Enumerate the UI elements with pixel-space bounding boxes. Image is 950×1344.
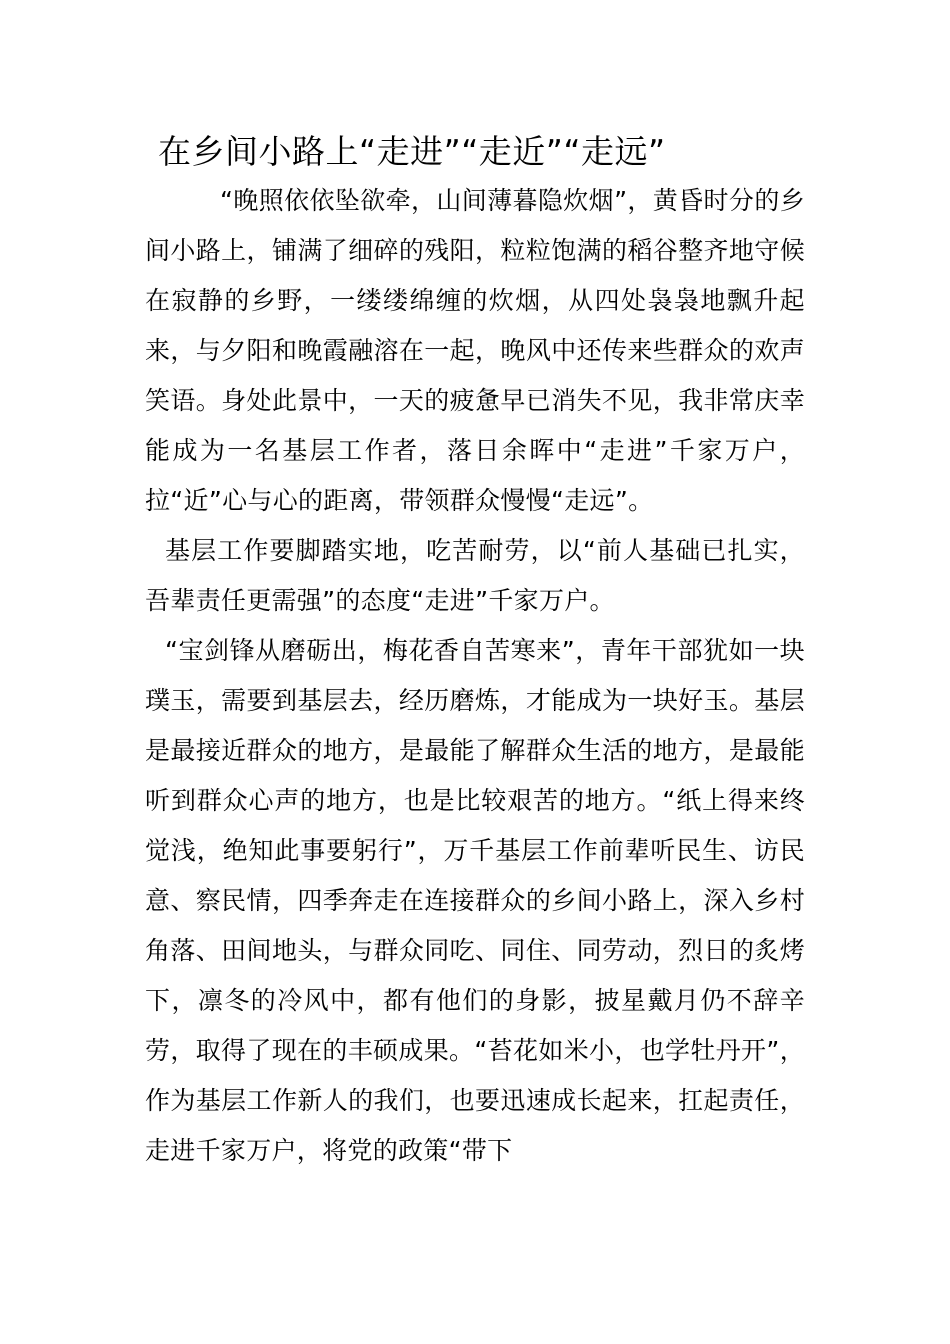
- paragraph-1: “晚照依依坠欲牵，山间薄暮隐炊烟”，黄昏时分的乡间小路上，铺满了细碎的残阳，粒粒饱满的稻谷整齐地守候在寂静的乡野，一缕缕绵缠的炊烟，从四处袅袅地飘升起来，与夕阳和晚霞融溶在一起，晚风中还传来些群众的欢声笑语。身处此景中，一天的疲惫早已消失不见，我非常庆幸能成为一名基层工作者，落日余晖中“走进”千家万户，拉“近”心与心的距离，带领群众慢慢“走远”。: [145, 186, 805, 515]
- document-title: 在乡间小路上“走进”“走近”“走远”: [158, 132, 666, 171]
- paragraph-2: 基层工作要脚踏实地，吃苦耐劳，以“前人基础已扎实，吾辈责任更需强”的态度“走进”千家万户。: [145, 536, 805, 615]
- document-body: [145, 176, 805, 1176]
- paragraph-3: “宝剑锋从磨砺出，梅花香自苦寒来”，青年干部犹如一块璞玉，需要到基层去，经历磨炼，才能成为一块好玉。基层是最接近群众的地方，是最能了解群众生活的地方，是最能听到群众心声的地方，也是比较艰苦的地方。“纸上得来终觉浅，绝知此事要躬行”，万千基层工作前辈听民生、访民意、察民情，四季奔走在连接群众的乡间小路上，深入乡村角落、田间地头，与群众同吃、同住、同劳动，烈日的炙烤下，凛冬的冷风中，都有他们的身影，披星戴月仍不辞辛劳，取得了现在的丰硕成果。“苔花如米小，也学牡丹开”，作为基层工作新人的我们，也要迅速成长起来，扛起责任，走进千家万户，将党的政策“带下: [145, 636, 805, 1165]
